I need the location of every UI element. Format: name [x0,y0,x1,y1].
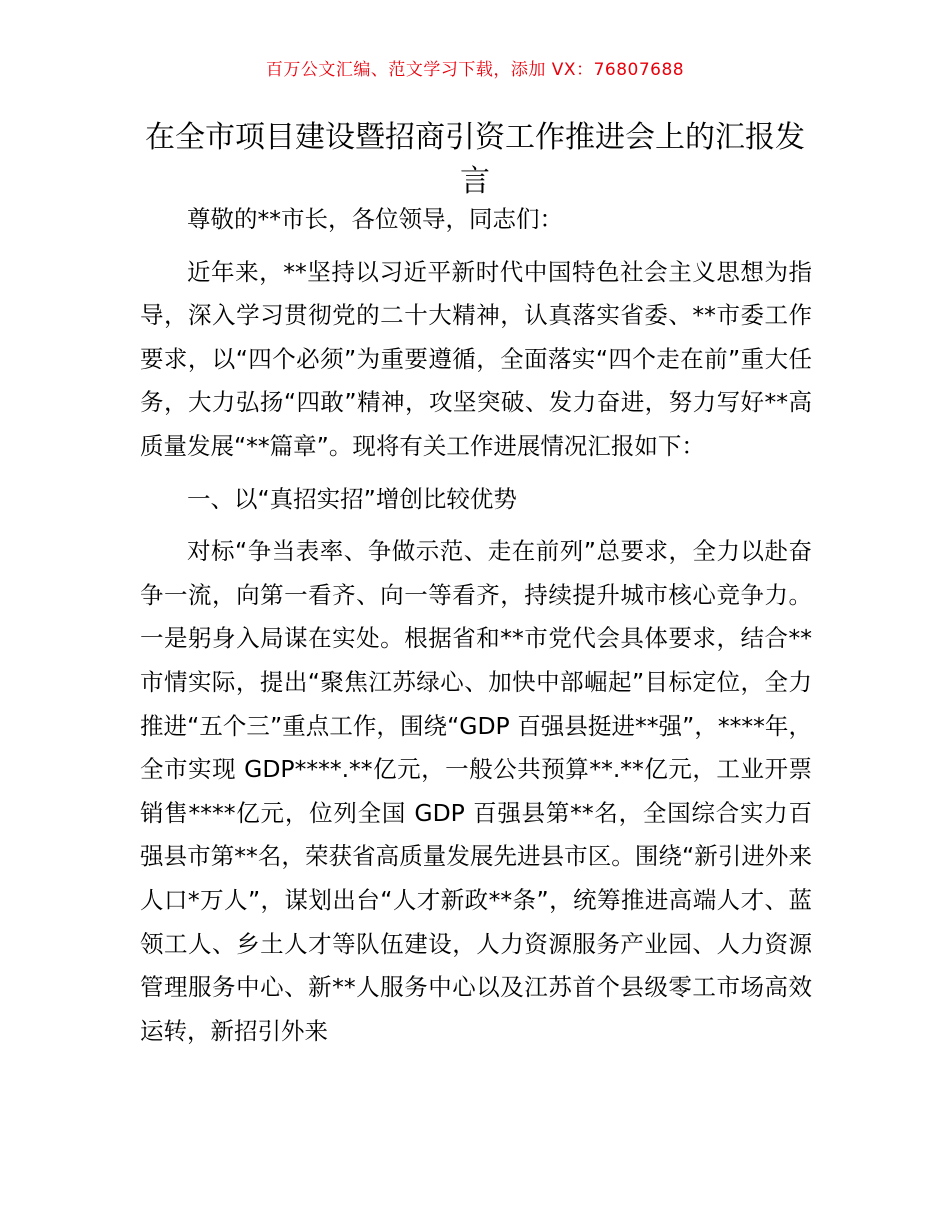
salutation: 尊敬的**市长，各位领导，同志们： [187,205,563,233]
intro-paragraph: 近年来，**坚持以习近平新时代中国特色社会主义思想为指导，深入学习贯彻党的二十大精神，认真落实省委、**市委工作要求，以“四个必须”为重要遵循，全面落实“四个走在前”重大任务，大力弘扬“四敢”精神，攻坚突破、发力奋进，努力写好**高质量发展“**篇章”。现将有关工作进展情况汇报如下： [140,257,812,460]
watermark-banner: 百万公文汇编、范文学习下载，添加 VX：76807688 [265,60,685,80]
section-heading: 一、以“真招实招”增创比较优势 [187,484,517,513]
document-body [140,198,812,1062]
document-title: 在全市项目建设暨招商引资工作推进会上的汇报发言 [145,120,805,199]
section-paragraph: 对标“争当表率、争做示范、走在前列”总要求，全力以赴奋争一流，向第一看齐、向一等看齐，持续提升城市核心竞争力。一是躬身入局谋在实处。根据省和**市党代会具体要求，结合**市情实际，提出“聚焦江苏绿心、加快中部崛起”目标定位，全力推进“五个三”重点工作，围绕“GDP 百强县挺进**强”，****年，全市实现 GDP****.**亿元，一般公共预算**.**亿元，工业开票销售****亿元，位列全国 GDP 百强县第**名，全国综合实力百强县市第**名，荣获省高质量发展先进县市区。围绕“新引进外来人口*万人”，谋划出台“人才新政**条”，统筹推进高端人才、蓝领工人、乡土人才等队伍建设，人力资源服务产业园、人力资源管理服务中心、新**人服务中心以及江苏首个县级零工市场高效运转，新招引外来 [140,537,812,1045]
